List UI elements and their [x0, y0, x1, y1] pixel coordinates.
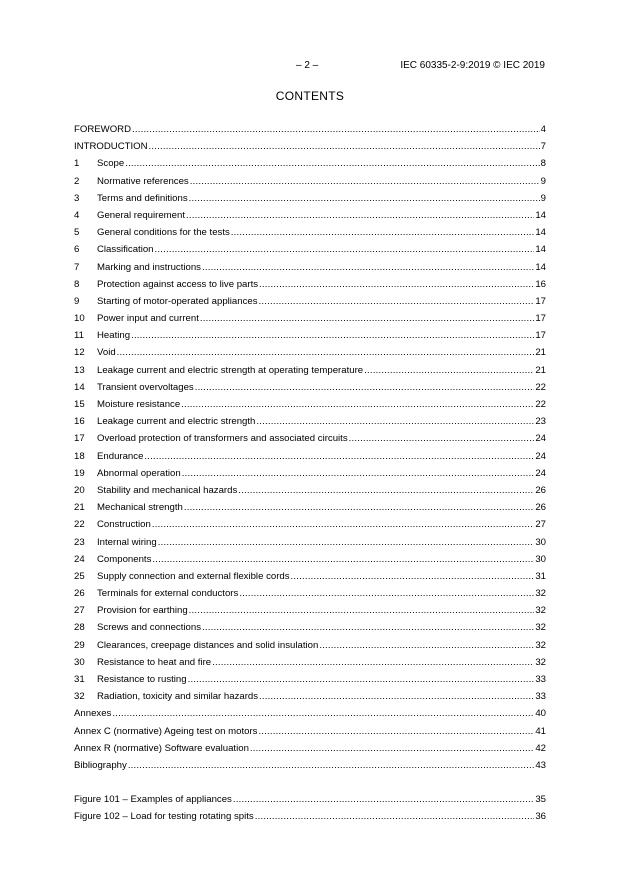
- clause-number: 18: [74, 450, 85, 462]
- page-ref: 24: [535, 433, 546, 445]
- entry-title: Provision for earthing: [97, 605, 188, 617]
- dot-leader: [181, 399, 534, 410]
- dot-leader: [182, 468, 535, 479]
- dot-leader: [117, 347, 535, 358]
- entry-title: Void: [97, 347, 116, 359]
- page-ref: 32: [535, 656, 546, 668]
- page-ref: 33: [535, 674, 546, 685]
- toc-entry[interactable]: [74, 622, 546, 639]
- page-ref: 17: [535, 313, 546, 325]
- entry-title: INTRODUCTION: [74, 141, 148, 153]
- page-title: CONTENTS: [275, 89, 345, 103]
- entry-title: General conditions for the tests: [97, 227, 230, 239]
- clause-number: 15: [74, 399, 85, 410]
- entry-title: Construction: [97, 519, 151, 531]
- entry-title: Supply connection and external flexible cords: [97, 570, 290, 582]
- dot-leader: [258, 726, 534, 737]
- toc-entry[interactable]: [74, 811, 546, 828]
- clause-number: 22: [74, 519, 85, 531]
- dot-leader: [184, 502, 534, 513]
- entry-title: Resistance to rusting: [97, 674, 187, 685]
- clause-number: 11: [74, 330, 84, 342]
- toc-entry[interactable]: [74, 657, 546, 674]
- page-number: – 2 –: [296, 60, 319, 71]
- entry-title: Screws and connections: [97, 622, 201, 634]
- entry-title: Figure 102 – Load for testing rotating spits: [74, 811, 254, 823]
- page-ref: 14: [535, 244, 546, 256]
- dot-leader: [256, 416, 534, 427]
- page-ref: 22: [535, 381, 546, 393]
- entry-title: Stability and mechanical hazards: [97, 484, 238, 496]
- page-ref: 35: [535, 794, 546, 806]
- toc-entry[interactable]: [74, 708, 546, 725]
- dot-leader: [364, 365, 534, 376]
- dot-leader: [202, 622, 534, 633]
- toc-entry[interactable]: [74, 210, 546, 227]
- entry-title: Normative references: [97, 175, 189, 187]
- clause-number: 23: [74, 536, 85, 548]
- page-header: [0, 60, 620, 74]
- page-ref: 36: [535, 811, 546, 823]
- page-ref: 16: [535, 278, 546, 290]
- dot-leader: [186, 210, 534, 221]
- page-ref: 14: [535, 261, 546, 273]
- page-ref: 22: [535, 399, 546, 410]
- dot-leader: [349, 433, 535, 444]
- clause-number: 6: [74, 244, 80, 256]
- dot-leader: [152, 519, 534, 530]
- page-ref: 30: [535, 553, 546, 565]
- clause-number: 30: [74, 656, 85, 668]
- toc-entry[interactable]: [74, 519, 546, 536]
- toc-entry[interactable]: [74, 124, 546, 141]
- toc-entry[interactable]: [74, 158, 546, 175]
- dot-leader: [131, 330, 534, 341]
- page-ref: 41: [535, 725, 546, 737]
- toc-entry[interactable]: [74, 433, 546, 450]
- toc-entry[interactable]: [74, 365, 546, 382]
- page-ref: 27: [535, 519, 546, 531]
- clause-number: 27: [74, 605, 85, 617]
- toc-entry[interactable]: [74, 743, 546, 760]
- entry-title: Marking and instructions: [97, 261, 201, 273]
- dot-leader: [231, 227, 535, 238]
- clause-number: 17: [74, 433, 85, 445]
- entry-title: Radiation, toxicity and similar hazards: [97, 691, 259, 703]
- page-ref: 4: [540, 124, 546, 135]
- toc-entry[interactable]: [74, 451, 546, 468]
- clause-number: 1: [74, 158, 80, 170]
- entry-title: Protection against access to live parts: [97, 278, 259, 290]
- clause-number: 4: [74, 209, 80, 221]
- table-of-contents: [74, 124, 546, 829]
- toc-entry[interactable]: [74, 571, 546, 588]
- page-ref: 32: [535, 639, 546, 651]
- dot-leader: [112, 708, 534, 719]
- clause-number: 10: [74, 313, 85, 325]
- page-ref: 32: [535, 588, 546, 600]
- dot-leader: [212, 657, 534, 668]
- dot-leader: [189, 605, 535, 616]
- dot-leader: [152, 554, 534, 565]
- entry-title: Annexes: [74, 708, 112, 720]
- page-ref: 14: [535, 209, 546, 221]
- entry-title: Starting of motor-operated appliances: [97, 295, 258, 307]
- toc-entry[interactable]: [74, 227, 546, 244]
- toc-entry[interactable]: [74, 502, 546, 519]
- entry-title: Terminals for external conductors: [97, 588, 239, 600]
- entry-title: Bibliography: [74, 759, 127, 771]
- toc-entry[interactable]: [74, 674, 546, 691]
- page-ref: 23: [535, 416, 546, 428]
- dot-leader: [200, 313, 534, 324]
- entry-title: Leakage current and electric strength at operating temperature: [97, 364, 364, 376]
- toc-entry[interactable]: [74, 176, 546, 193]
- page-ref: 14: [535, 227, 546, 239]
- clause-number: 29: [74, 639, 85, 651]
- clause-number: 32: [74, 691, 85, 703]
- toc-entry[interactable]: [74, 416, 546, 433]
- clause-number: 12: [74, 347, 85, 359]
- clause-number: 20: [74, 484, 85, 496]
- clause-number: 28: [74, 622, 85, 634]
- dot-leader: [128, 760, 535, 771]
- entry-title: Classification: [97, 244, 154, 256]
- page-ref: 24: [535, 450, 546, 462]
- toc-entry[interactable]: [74, 760, 546, 777]
- toc-entry[interactable]: [74, 588, 546, 605]
- entry-title: Annex R (normative) Software evaluation: [74, 742, 249, 754]
- entry-title: FOREWORD: [74, 124, 132, 135]
- dot-leader: [250, 743, 534, 754]
- clause-number: 16: [74, 416, 85, 428]
- clause-number: 25: [74, 570, 85, 582]
- entry-title: Internal wiring: [97, 536, 157, 548]
- dot-leader: [125, 158, 539, 169]
- entry-title: Power input and current: [97, 313, 199, 325]
- toc-entry[interactable]: [74, 794, 546, 811]
- entry-title: Terms and definitions: [97, 192, 188, 204]
- page-ref: 17: [535, 330, 546, 342]
- toc-entry[interactable]: [74, 640, 546, 657]
- clause-number: 7: [74, 261, 80, 273]
- section-spacer: [74, 777, 546, 794]
- entry-title: Resistance to heat and fire: [97, 656, 212, 668]
- clause-number: 19: [74, 467, 85, 479]
- dot-leader: [319, 640, 534, 651]
- page-ref: 8: [540, 158, 546, 170]
- entry-title: Figure 101 – Examples of appliances: [74, 794, 232, 806]
- dot-leader: [238, 485, 534, 496]
- toc-entry[interactable]: [74, 605, 546, 622]
- toc-entry[interactable]: [74, 279, 546, 296]
- clause-number: 13: [74, 364, 85, 376]
- entry-title: Overload protection of transformers and associated circuits: [97, 433, 348, 445]
- dot-leader: [255, 811, 535, 822]
- page-ref: 43: [535, 759, 546, 771]
- entry-title: Leakage current and electric strength: [97, 416, 256, 428]
- page-ref: 30: [535, 536, 546, 548]
- dot-leader: [291, 571, 535, 582]
- page-ref: 31: [535, 570, 546, 582]
- dot-leader: [239, 588, 534, 599]
- page-ref: 9: [540, 192, 546, 204]
- page-ref: 40: [535, 708, 546, 720]
- clause-number: 8: [74, 278, 80, 290]
- entry-title: Abnormal operation: [97, 467, 181, 479]
- clause-number: 24: [74, 553, 85, 565]
- page-ref: 32: [535, 622, 546, 634]
- entry-title: Mechanical strength: [97, 502, 183, 514]
- entry-title: Endurance: [97, 450, 144, 462]
- dot-leader: [259, 691, 534, 702]
- page-ref: 24: [535, 467, 546, 479]
- toc-entry[interactable]: [74, 347, 546, 364]
- page-ref: 32: [535, 605, 546, 617]
- dot-leader: [190, 176, 540, 187]
- toc-entry[interactable]: [74, 141, 546, 158]
- page-ref: 7: [540, 141, 546, 153]
- toc-entry[interactable]: [74, 691, 546, 708]
- clause-number: 31: [74, 674, 85, 685]
- toc-entry[interactable]: [74, 468, 546, 485]
- clause-number: 9: [74, 295, 80, 307]
- page-ref: 9: [540, 175, 546, 187]
- toc-entry[interactable]: [74, 193, 546, 210]
- toc-entry[interactable]: [74, 330, 546, 347]
- entry-title: Clearances, creepage distances and solid insulation: [97, 639, 319, 651]
- entry-title: Heating: [97, 330, 131, 342]
- page-ref: 26: [535, 484, 546, 496]
- entry-title: Moisture resistance: [97, 399, 181, 410]
- dot-leader: [149, 141, 540, 152]
- dot-leader: [155, 244, 535, 255]
- clause-number: 21: [74, 502, 85, 514]
- toc-entry[interactable]: [74, 296, 546, 313]
- dot-leader: [195, 382, 535, 393]
- toc-entry[interactable]: [74, 262, 546, 279]
- dot-leader: [233, 794, 534, 805]
- dot-leader: [188, 674, 535, 685]
- toc-entry[interactable]: [74, 313, 546, 330]
- dot-leader: [158, 537, 535, 548]
- toc-entry[interactable]: [74, 382, 546, 399]
- toc-entry[interactable]: [74, 485, 546, 502]
- page-ref: 21: [535, 364, 546, 376]
- clause-number: 14: [74, 381, 85, 393]
- clause-number: 2: [74, 175, 80, 187]
- page-ref: 21: [535, 347, 546, 359]
- page-ref: 26: [535, 502, 546, 514]
- page-ref: 17: [535, 295, 546, 307]
- entry-title: Scope: [97, 158, 125, 170]
- toc-entry[interactable]: [74, 726, 546, 743]
- dot-leader: [132, 124, 540, 135]
- entry-title: Components: [97, 553, 152, 565]
- clause-number: 3: [74, 192, 80, 204]
- dot-leader: [259, 296, 535, 307]
- dot-leader: [144, 451, 534, 462]
- dot-leader: [189, 193, 540, 204]
- toc-entry[interactable]: [74, 244, 546, 261]
- page-ref: 33: [535, 691, 546, 703]
- dot-leader: [202, 262, 534, 273]
- entry-title: Transient overvoltages: [97, 381, 194, 393]
- page-ref: 42: [535, 742, 546, 754]
- clause-number: 5: [74, 227, 80, 239]
- toc-entry[interactable]: [74, 399, 546, 416]
- document-reference: IEC 60335-2-9:2019 © IEC 2019: [400, 60, 545, 71]
- toc-entry[interactable]: [74, 554, 546, 571]
- clause-number: 26: [74, 588, 85, 600]
- entry-title: Annex C (normative) Ageing test on motors: [74, 725, 258, 737]
- dot-leader: [259, 279, 534, 290]
- toc-entry[interactable]: [74, 537, 546, 554]
- entry-title: General requirement: [97, 209, 185, 221]
